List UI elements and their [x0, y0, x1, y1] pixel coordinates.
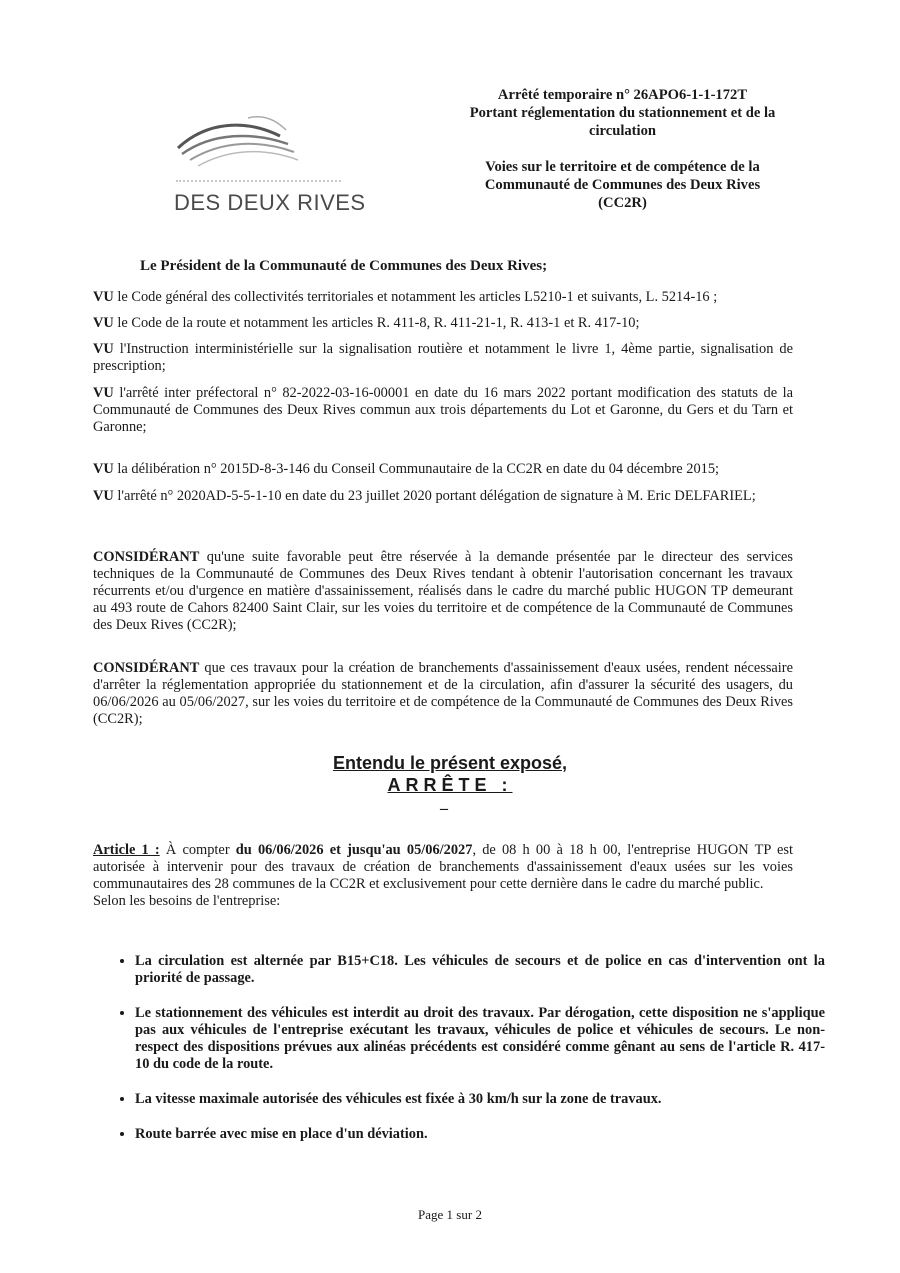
considerant-2 — [93, 660, 793, 728]
vu-item-5 — [93, 461, 793, 478]
measures-list — [100, 953, 825, 1161]
considerant-text: que ces travaux pour la création de branchements d'assainissement d'eaux usées, rendent nécessaire d'arrêter la réglementation appropriée du stationnement et de la circulation, afin d'assurer la sécurité des usagers, du 06/06/2026 au 05/06/2027, sur les voies du territoire et de compétence de la Communauté de Communes des Deux Rives (CC2R); — [93, 660, 793, 727]
article-text-a: À compter — [159, 842, 236, 858]
list-item: • Le stationnement des véhicules est interdit au droit des travaux. Par dérogation, cette disposition ne s'applique pas aux véhicules de l'entreprise exécutant les travaux, véhicules de police et véhicules de secours. Le non-respect des dispositions prévues aux alinéas précédents est considéré comme gênant au sens de l'article R. 417-10 du code de la route. — [135, 1005, 825, 1073]
vu-label: VU — [93, 461, 114, 477]
page-number: Page 1 sur 2 — [418, 1207, 482, 1222]
vu-label: VU — [93, 488, 114, 504]
river-waves-icon — [168, 110, 318, 180]
vu-label: VU — [93, 385, 114, 401]
article-dates: du 06/06/2026 et jusqu'au 05/06/2027 — [235, 842, 473, 858]
vu-text: la délibération n° 2015D-8-3-146 du Conseil Communautaire de la CC2R en date du 04 décembre 2015; — [113, 461, 720, 477]
vu-text: l'Instruction interministérielle sur la signalisation routière et notamment le livre 1, 4ème partie, signalisation de prescription; — [93, 341, 793, 374]
decree-header — [440, 86, 805, 212]
vu-label: VU — [93, 341, 114, 357]
vu-text: l'arrêté n° 2020AD-5-5-1-10 en date du 23 juillet 2020 portant délégation de signature à M. Eric DELFARIEL; — [113, 488, 756, 504]
logo-name: DES DEUX RIVES — [174, 190, 366, 215]
vu-item-4 — [93, 385, 793, 436]
list-item: • La vitesse maximale autorisée des véhicules est fixée à 30 km/h sur la zone de travaux. — [135, 1091, 825, 1108]
article-1 — [93, 842, 793, 910]
entendu-line: Entendu le présent exposé, — [332, 753, 568, 773]
vu-item-2 — [93, 315, 793, 332]
vu-text: l'arrêté inter préfectoral n° 82-2022-03-16-00001 en date du 16 mars 2022 portant modification des statuts de la Communauté de Communes des Deux Rives commun aux trois départements du Lot et Garonne, du Gers et du Tarn et Garonne; — [93, 385, 793, 435]
decree-scope-2: Communauté de Communes des Deux Rives — [484, 177, 761, 193]
list-item: • La circulation est alternée par B15+C18. Les véhicules de secours et de police en cas d'intervention ont la priorité de passage. — [135, 953, 825, 987]
decree-subject-2: circulation — [588, 123, 657, 139]
considerant-label: CONSIDÉRANT — [93, 660, 200, 676]
decree-scope-1: Voies sur le territoire et de compétence de la — [485, 159, 760, 175]
considerant-label: CONSIDÉRANT — [93, 549, 200, 565]
decision-heading — [0, 752, 900, 796]
organization-logo — [168, 110, 366, 220]
vu-text: le Code de la route et notamment les articles R. 411-8, R. 411-21-1, R. 413-1 et R. 417-10; — [113, 315, 640, 331]
separator-dash: – — [440, 800, 448, 817]
decree-scope-3: (CC2R) — [598, 195, 647, 211]
president-line: Le Président de la Communauté de Communes des Deux Rives; — [140, 258, 548, 274]
considerant-1 — [93, 549, 793, 634]
arrete-line: ARRÊTE : — [387, 775, 513, 795]
list-item: • Route barrée avec mise en place d'un déviation. — [135, 1126, 825, 1143]
article-besoins: Selon les besoins de l'entreprise: — [93, 893, 281, 909]
considerant-text: qu'une suite favorable peut être réservée à la demande présentée par le directeur des services techniques de la Communauté de Communes des Deux Rives tendant à obtenir l'autorisation concernant les travaux récurrents et/ou d'urgence en matière d'assainissement, réalisés dans le cadre du marché public HUGON TP demeurant au 493 route de Cahors 82400 Saint Clair, sur les voies du territoire et de compétence de la Communauté de Communes des Deux Rives (CC2R); — [93, 549, 793, 633]
vu-label: VU — [93, 315, 114, 331]
decree-number: Arrêté temporaire n° 26APO6-1-1-172T — [497, 87, 748, 103]
article-label: Article 1 : — [93, 842, 160, 858]
vu-label: VU — [93, 289, 114, 305]
logo-subtitle-line — [176, 180, 341, 188]
decree-subject-1: Portant réglementation du stationnement et de la — [469, 105, 776, 121]
vu-text: le Code général des collectivités territoriales et notamment les articles L5210-1 et suivants, L. 5214-16 ; — [113, 289, 718, 305]
vu-item-1 — [93, 289, 793, 306]
vu-item-6 — [93, 488, 793, 505]
vu-item-3 — [93, 341, 793, 375]
article-text-b: , de 08 h 00 à 18 h 00, l'entreprise HUGON TP est autorisée à intervenir pour des travaux de création de branchements d'assainissement d'eaux usées sur les voies communautaires des 28 communes de la CC2R et exclusivement pour cette dernière dans le cadre du marché public. — [93, 842, 794, 892]
